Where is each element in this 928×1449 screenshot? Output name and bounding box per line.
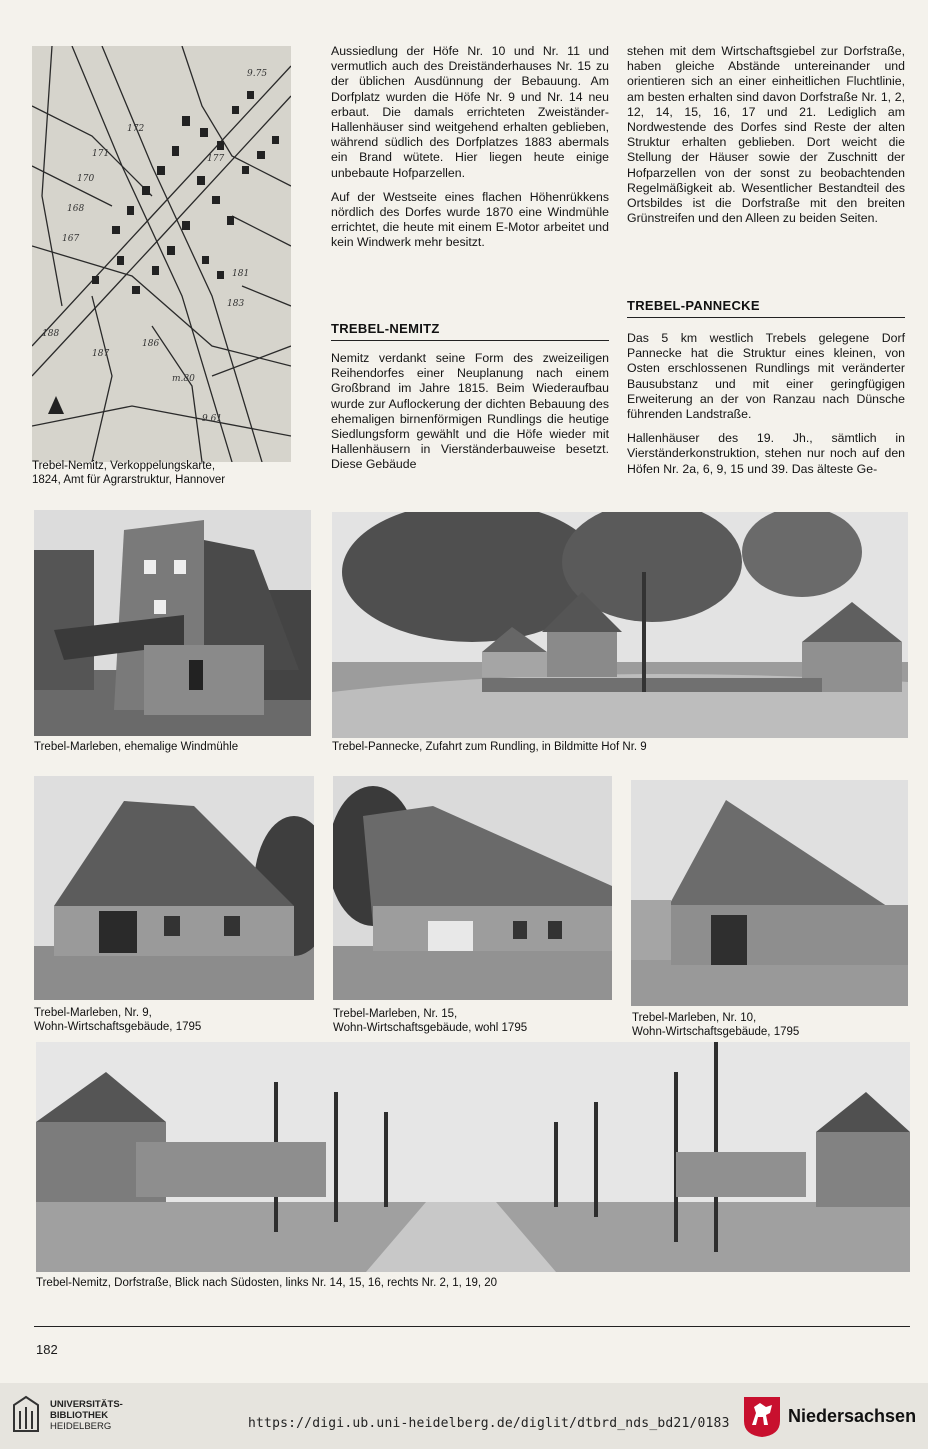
svg-text:170: 170 [77,174,95,184]
marleben-nr15-photo [333,776,612,1000]
svg-text:187: 187 [92,349,110,359]
svg-text:181: 181 [232,269,250,279]
nr10-caption-line-2: Wohn-Wirtschaftsgebäude, 1795 [632,1025,800,1038]
library-name-line-1: UNIVERSITÄTS- [50,1399,123,1410]
library-name [50,1399,123,1432]
pannecke-caption: Trebel-Pannecke, Zufahrt zum Rundling, in Bildmitte Hof Nr. 9 [332,741,647,753]
middle-column-bottom [331,351,609,482]
nr9-caption-line-1: Trebel-Marleben, Nr. 9, [34,1007,152,1019]
niedersachsen-horse-icon [742,1395,782,1437]
windmill-caption: Trebel-Marleben, ehemalige Windmühle [34,741,239,753]
pannecke-photo [332,512,908,738]
marleben-nr10-photo [631,780,908,1006]
middle-column-top [331,44,609,260]
right-column-bottom [627,331,905,486]
heading-rule-nemitz [331,340,609,341]
svg-text:m.80: m.80 [172,374,195,384]
library-logo-icon [10,1395,42,1435]
nr10-caption-line-1: Trebel-Marleben, Nr. 10, [632,1012,757,1024]
nr9-caption [34,1007,314,1034]
document-url-link[interactable]: https://digi.ub.uni-heidelberg.de/diglit/dtbrd_nds_bd21/0183 [248,1416,730,1431]
street-caption: Trebel-Nemitz, Dorfstraße, Blick nach Südosten, links Nr. 14, 15, 16, rechts Nr. 2, 1, 19, 20 [36,1277,498,1289]
heading-trebel-nemitz: TREBEL-NEMITZ [331,321,440,336]
svg-text:188: 188 [42,329,60,339]
dorfstrasse-photo [36,1042,910,1272]
svg-text:9.61: 9.61 [202,414,223,424]
page-bottom-rule [34,1326,910,1327]
windmill-photo [34,510,311,736]
viewer-footer [0,1383,928,1449]
svg-text:171: 171 [92,149,110,159]
svg-text:177: 177 [207,154,225,164]
nr10-caption [632,1012,912,1039]
nr15-caption-line-2: Wohn-Wirtschaftsgebäude, wohl 1795 [333,1021,528,1034]
nr9-caption-line-2: Wohn-Wirtschaftsgebäude, 1795 [34,1020,202,1033]
svg-text:9.75: 9.75 [247,69,268,79]
right-paragraph-3: Hallenhäuser des 19. Jh., sämtlich in Vierständerkonstruktion, stehen nur noch auf den Höfen Nr. 2a, 6, 9, 15 und 39. Das älteste Ge- [627,431,905,476]
right-paragraph-1: stehen mit dem Wirtschaftsgiebel zur Dorfstraße, haben gleiche Abstände untereinander und orientieren sich an einer einheitlichen Fluchtlinie, am besten erhalten sind davon Dorfstraße Nr. 1, 2, 12, 14, 15, 16, 17 und 21. Lediglich am Nordwestende des Dorfes sind Reste der alten Struktur erhalten geblieben. Dort weicht die Stellung der Häuser sowie der Zuschnitt der Hofparzellen von der sonst zu beobachtenden Regelmäßigkeit ab. Wesentlicher Bestandteil des Ortsbildes ist die Dorfstraße mit den breiten Grünstreifen und den Alleen zu beiden Seiten. [627,44,905,226]
right-column-top [627,44,905,235]
marleben-nr9-photo [34,776,314,1000]
map-caption-line-2: 1824, Amt für Agrarstruktur, Hannover [32,473,226,486]
nr15-caption [333,1008,613,1035]
state-name: Niedersachsen [788,1406,917,1426]
heading-rule-pannecke [627,317,905,318]
library-name-line-2: BIBLIOTHEK [50,1410,109,1421]
library-name-line-3: HEIDELBERG [50,1421,112,1432]
svg-text:186: 186 [142,339,160,349]
middle-paragraph-2: Auf der Westseite eines flachen Höhenrükkens nördlich des Dorfes wurde 1870 eine Windmühle errichtet, die heute mit einem E-Motor arbeitet und kein Windwerk mehr besitzt. [331,189,609,250]
svg-text:172: 172 [127,124,145,134]
page-number: 182 [36,1342,58,1357]
middle-paragraph-3: Nemitz verdankt seine Form des zweizeiligen Reihendorfes einer Neuplanung nach einem Großbrand im Jahre 1815. Beim Wiederaufbau wurde zur Auflockerung der dichten Bebauung des ehemaligen birnenförmigen Rundlings die heutige Siedlungsform gewählt und die Höfe wieder mit Hallenhäusern in Vierständerbauweise besetzt. Diese Gebäude [331,351,609,472]
svg-text:183: 183 [227,299,245,309]
right-paragraph-2: Das 5 km westlich Trebels gelegene Dorf Pannecke hat die Struktur eines kleinen, von Osten erschlossenen Rundlings mit veränderter Bausubstanz und mit einer geringfügigen Erweiterung an der von Ranzau nach Dünsche führenden Landstraße. [627,331,905,422]
middle-paragraph-1: Aussiedlung der Höfe Nr. 10 und Nr. 11 und vermutlich auch des Dreiständerhauses Nr. 15 zu der üblichen Ausdünnung der Bebauung. Am Dorfplatz wurden die Höfe Nr. 9 und Nr. 14 neu erbaut. Die damals errichteten Zweiständer-Hallenhäuser sind weitgehend erhalten geblieben, während südlich des Dorfplatzes 1883 abermals ein Brand wütete. Hier liegen heute einige unbebaute Hofparzellen. [331,44,609,180]
heading-trebel-pannecke: TREBEL-PANNECKE [627,298,760,313]
svg-text:167: 167 [62,234,80,244]
cadastral-map-image [32,46,291,462]
svg-text:168: 168 [67,204,85,214]
nr15-caption-line-1: Trebel-Marleben, Nr. 15, [333,1008,458,1020]
map-caption [32,460,292,487]
map-caption-line-1: Trebel-Nemitz, Verkoppelungskarte, [32,460,216,472]
